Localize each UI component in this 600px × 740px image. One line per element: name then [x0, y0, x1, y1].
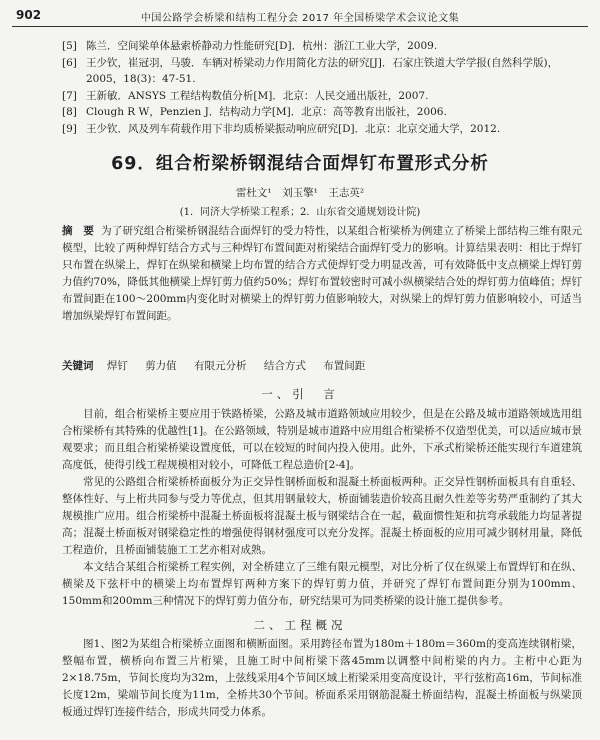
- paragraph: 本文结合某组合桁梁桥工程实例，对全桥建立了三维有限元模型，对比分析了仅在纵梁上布置焊钉和在纵、横梁及下弦杆中的横梁上均布置焊钉两种方案下的焊钉剪力值，并研究了焊钉布置间距分别为100mm、150mm和200mm三种情况下的焊钉剪力值分布，研究结果可为同类桥梁的设计施工提供参考。: [62, 561, 582, 607]
- reference-item: [7] 王新敏．ANSYS 工程结构数值分析[M]．北京：人民交通出版社，2007.: [62, 89, 429, 102]
- abstract: [62, 223, 582, 325]
- keyword: 布置间距: [323, 360, 366, 372]
- paragraph: 目前，组合桁梁桥主要应用于铁路桥梁，公路及城市道路领域应用较少，但是在公路及城市道路领域选用组合桁梁桥有其特殊的优越性[1]。在公路领域，特别是城市道路中应用组合桁梁桥不仅造型优美，可以适应城市景观要求；而且组合桁梁桥梁设置度低，可以在较短的时间内投入使用。此外，下承式桁梁桥还能实现行车道建筑高度低，使得引线工程规模相对较小，可降低工程总造价[2-4]。: [62, 408, 582, 471]
- article-affiliation: (1．同济大学桥梁工程系；2．山东省交通规划设计院): [179, 207, 421, 218]
- header-rule: [12, 26, 588, 27]
- running-title: 中国公路学会桥梁和结构工程分会 2017 年全国桥梁学术会议论文集: [140, 13, 460, 24]
- section-body-overview: [62, 636, 582, 721]
- reference-list: [62, 38, 580, 137]
- article-authors: 雷杜文¹ 刘玉擎¹ 王志英²: [235, 187, 365, 199]
- abstract-label: 摘 要: [62, 225, 95, 237]
- article-title: 69．组合桁梁桥钢混结合面焊钉布置形式分析: [111, 154, 489, 174]
- keyword: 有限元分析: [194, 360, 247, 372]
- keyword: 焊钉: [106, 360, 128, 372]
- keyword: 结合方式: [263, 360, 306, 372]
- abstract-text: 为了研究组合桁梁桥钢混结合面焊钉的受力特性，以某组合桁梁桥为例建立了桥梁上部结构三维有限元模型，比较了两种焊钉结合方式与三种焊钉布置间距对桁梁结合面焊钉受力的影响。计算结果表明：相比于焊钉只布置在纵梁上，焊钉在纵梁和横梁上均布置的结合方式使焊钉受力明显改善，可有效降低中支点横梁上焊钉剪力值约70%，降低其他横梁上焊钉剪力值约50%；焊钉布置较密时可减小纵横梁结合处的焊钉剪力值峰值；焊钉布置间距在100～200mm内变化时对横梁上的焊钉剪力值影响较大，对纵梁上的焊钉剪力值影响较小，可适当增加纵梁焊钉布置间距。: [62, 225, 583, 322]
- reference-item: [9] 王少钦．风及列车荷载作用下非均质桥梁振动响应研究[D]．北京：北京交通大学，2012.: [62, 122, 501, 135]
- reference-item: [5] 陈兰．空间梁单体悬索桥静动力性能研究[D]．杭州：浙江工业大学，2009.: [62, 40, 438, 52]
- page-header: [12, 4, 588, 26]
- section-body-intro: [62, 406, 582, 610]
- section-heading-intro: 一、引 言: [261, 387, 339, 401]
- page-number: 902: [16, 8, 42, 22]
- keywords-label: 关键词: [62, 360, 94, 372]
- keyword: 剪力值: [145, 360, 177, 372]
- paragraph: 常见的公路组合桁梁桥桥面板分为正交异性钢桥面板和混凝土桥面板两种。正交异性钢桥面板具有自重轻、整体性好、与上桁共同参与受力等优点，但其用钢量较大，桥面铺装造价较高且耐久性差等劣势严重制约了其大规模推广应用。组合桁梁桥中混凝土桥面板将混凝土板与钢梁结合在一起，截面惯性矩和抗弯承载能力均显著提高；混凝土桥面板对钢梁稳定性的增强使得钢材强度可以充分发挥。混凝土桥面板的应用可减少钢材用量，降低工程造价，且桥面铺装施工工艺亦相对成熟。: [62, 476, 582, 556]
- section-heading-overview: 二、工程概况: [253, 618, 347, 632]
- reference-item: [8] Clough R W，Penzien J．结构动力学[M]．北京：高等教育出版社，2006.: [62, 106, 447, 118]
- paragraph: 图1、图2为某组合桁梁桥立面图和横断面图。采用跨径布置为180m＋180m＝360m的变高连续钢桁梁，整幅布置，横桥向布置三片桁梁，且施工时中间桁梁下落45mm以调整中间桁梁的内力。主桁中心距为2×18.75m，节间长度均为32m，上弦线采用4个节间区域上桁梁采用变高度设计，平行弦桁高16m，节间标准长度12m，梁端节间长度为11m，全桥共30个节间。桥面系采用钢筋混凝土桥面结构，混凝土桥面板与纵梁顶板通过焊钉连接件结合，形成共同受力体系。: [62, 638, 582, 718]
- reference-item: [6] 王少钦，崔冠羽，马骏．车辆对桥梁动力作用简化方法的研究[J]．石家庄铁道大学学报(自然科学版)，2005，18(3)：47-51.: [62, 56, 559, 85]
- keywords: [62, 358, 582, 373]
